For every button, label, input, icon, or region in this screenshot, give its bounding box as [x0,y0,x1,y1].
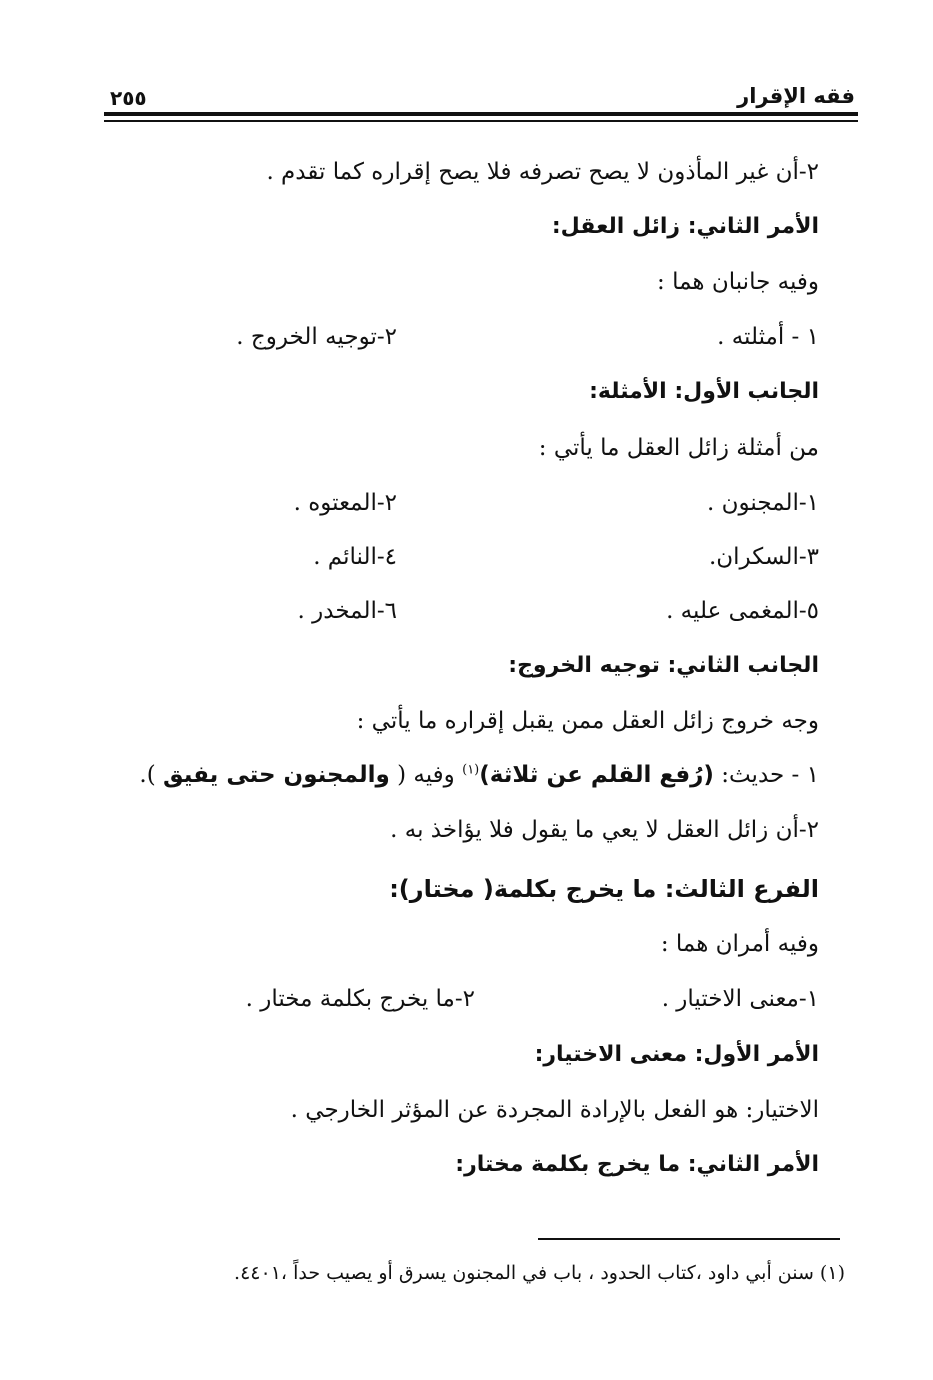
hadith-bold: والمجنون حتى يفيق [163,762,390,788]
list-item: ١ - أمثلته . [717,324,819,350]
body-line: وجه خروج زائل العقل ممن يقبل إقراره ما يأتي : [356,708,819,734]
list-item: ٣-السكران. [708,544,819,570]
section-heading: الأمر الأول: معنى الاختيار: [534,1042,819,1067]
body-line: وفيه جانبان هما : [657,269,819,295]
section-heading: الجانب الثاني: توجيه الخروج: [508,653,819,678]
footnote: (١) سنن أبي داود ،كتاب الحدود ، باب في المجنون يسرق أو يصيب حداً ،٤٤٠١. [234,1262,845,1284]
list-item: ١-معنى الاختيار . [661,986,819,1012]
list-item: ٥-المغمى عليه . [666,598,819,624]
page-number: ٢٥٥ [110,86,147,110]
body-line: وفيه أمران هما : [660,931,819,957]
footnote-separator [538,1238,840,1240]
hadith-text: (رُفع القلم عن ثلاثة) [479,762,714,788]
body-line: من أمثلة زائل العقل ما يأتي : [538,435,819,461]
running-header-title: فقه الإقرار [737,84,855,108]
list-item: ٦-المخدر . [297,598,397,624]
hadith-end: ). [139,762,156,788]
section-heading: الأمر الثاني: زائل العقل: [551,214,819,239]
branch-heading: الفرع الثالث: ما يخرج بكلمة( مختار): [389,875,819,903]
body-line: ٢-أن زائل العقل لا يعي ما يقول فلا يؤاخذ به . [390,817,819,843]
list-item: ٢-المعتوه . [293,490,397,516]
hadith-line [139,760,819,790]
section-heading: الأمر الثاني: ما يخرج بكلمة مختار: [455,1152,819,1177]
header-rule-thick [104,112,858,116]
hadith-prefix: ١ - حديث: [721,762,819,788]
footnote-ref: (١) [462,762,480,778]
list-item: ٢-ما يخرج بكلمة مختار . [245,986,475,1012]
body-line: ٢-أن غير المأذون لا يصح تصرفه فلا يصح إقراره كما تقدم . [266,159,819,185]
header-rule-thin [104,120,858,122]
list-item: ٢-توجيه الخروج . [236,324,397,350]
body-line: الاختيار: هو الفعل بالإرادة المجردة عن المؤثر الخارجي . [290,1097,819,1123]
hadith-mid: وفيه ( [397,762,455,788]
list-item: ٤-النائم . [313,544,397,570]
list-item: ١-المجنون . [706,490,819,516]
section-heading: الجانب الأول: الأمثلة: [589,379,819,404]
